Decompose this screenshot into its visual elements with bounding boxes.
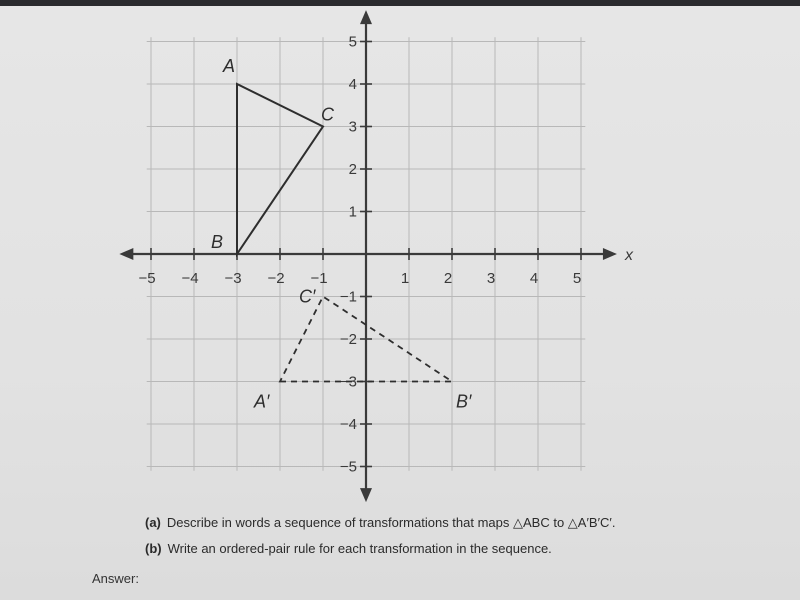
- vertex-label-c-prime: C′: [299, 286, 316, 307]
- question-a-text: Describe in words a sequence of transformations that maps △ABC to △A′B′C′.: [166, 515, 616, 530]
- y-axis-top-arrow: [360, 10, 372, 24]
- y-tick-label: −4: [339, 416, 357, 433]
- y-tick-label: −3: [339, 373, 357, 391]
- vertex-label-a: A: [223, 56, 236, 76]
- x-tick-label: 1: [400, 270, 410, 287]
- question-b-text: Write an ordered-pair rule for each transformation in the sequence.: [167, 541, 552, 556]
- y-tick-label: 3: [348, 118, 357, 136]
- question-b-tag: (b): [145, 541, 162, 556]
- question-a-tag: (a): [145, 515, 161, 530]
- question-a: [145, 515, 615, 531]
- x-tick-label: −4: [181, 270, 199, 287]
- y-tick-label: 2: [348, 161, 357, 178]
- vertex-label-a-prime: A′: [254, 391, 270, 412]
- x-axis-label: x: [624, 247, 633, 264]
- x-tick-label: −5: [138, 270, 156, 287]
- y-tick-label: 4: [348, 76, 357, 93]
- x-tick-label: 3: [486, 270, 496, 287]
- x-tick-label: −1: [310, 270, 328, 287]
- x-tick-label: 4: [529, 270, 539, 287]
- vertex-label-c: C: [321, 104, 334, 125]
- y-tick-label: −2: [339, 331, 357, 348]
- x-tick-label: −3: [224, 270, 242, 287]
- x-axis-left-arrow: [119, 248, 133, 260]
- y-tick-label: 5: [348, 33, 357, 51]
- y-tick-label: 1: [348, 203, 357, 221]
- question-b: [145, 541, 552, 556]
- y-tick-label: −5: [339, 458, 357, 476]
- answer-label: Answer:: [92, 571, 139, 586]
- y-axis-bottom-arrow: [360, 488, 372, 502]
- x-axis-right-arrow: [603, 248, 617, 260]
- x-tick-label: 5: [572, 270, 582, 287]
- x-tick-label: −2: [267, 270, 285, 287]
- vertex-label-b-prime: B′: [456, 391, 472, 412]
- vertex-label-b: B: [211, 232, 224, 252]
- x-tick-label: 2: [443, 270, 453, 287]
- y-tick-label: −1: [339, 288, 357, 306]
